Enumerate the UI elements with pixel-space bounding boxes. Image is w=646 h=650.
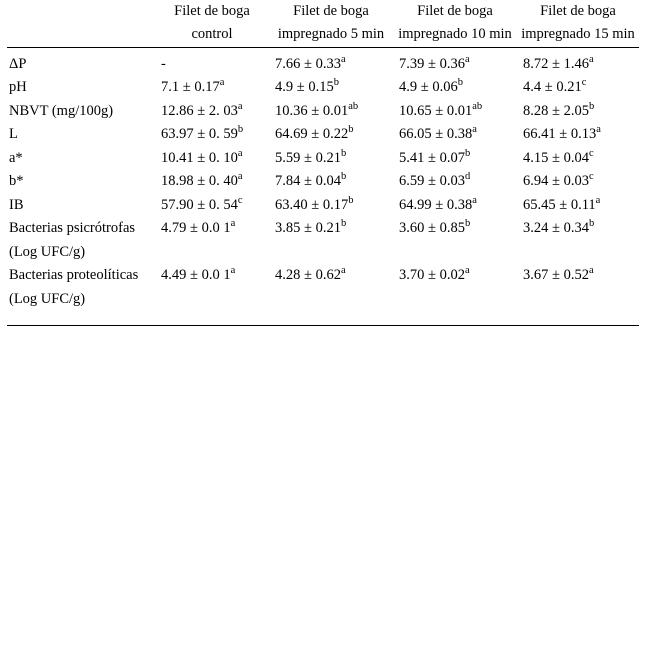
row-label [7,147,155,170]
cell-superscript: a [472,195,477,207]
table-cell [393,147,517,170]
cell-superscript: c [237,195,243,207]
cell-value: 3.24 ± 0.34$^b$ [523,218,595,237]
table-cell [269,76,393,99]
cell-value: 4.9 ± 0.06$^b$ [399,77,463,96]
cell-superscript: a [340,54,346,66]
table-cell [517,264,639,311]
cell-value: 4.4 ± 0.21$^c$ [523,77,587,96]
cell-superscript: a [588,265,594,277]
table-row [7,170,639,193]
header-cell-10min [393,0,517,47]
cell-value: 66.41 ± 0.13$^a$ [523,124,601,143]
cell-superscript: ab [348,101,359,113]
cell-superscript: a [596,124,601,136]
table-row [7,100,639,123]
cell-value: 57.90 ± 0. 54$^c$ [161,195,243,213]
table-cell [517,47,639,76]
row-label-text: ΔP [9,55,27,72]
cell-superscript: b [588,101,595,113]
cell-superscript: a [588,54,594,66]
row-label-text: Bacterias proteolíticas (Log UFC/g) [9,267,139,307]
table-cell [393,194,517,217]
cell-superscript: a [472,124,477,136]
table-cell [155,123,269,146]
cell-superscript: c [588,148,594,160]
cell-value: 63.40 ± 0.17$^b$ [275,195,354,213]
cell-superscript: ab [472,101,483,113]
table-cell [269,147,393,170]
cell-value: 3.70 ± 0.02$^a$ [399,265,470,284]
table-row [7,47,639,76]
table-cell [269,100,393,123]
cell-superscript: a [237,101,243,113]
row-label-text: b* [9,173,24,190]
cell-value: 5.59 ± 0.21$^b$ [275,148,347,166]
cell-value: 3.67 ± 0.52$^a$ [523,265,594,284]
row-label-text: pH [9,79,27,96]
table-cell [393,123,517,146]
cell-superscript: b [340,171,347,183]
table-cell [155,100,269,123]
cell-superscript: a [464,54,470,66]
row-label-text: NBVT (mg/100g) [9,102,114,119]
table-cell [393,76,517,99]
cell-superscript: b [348,124,354,136]
cell-superscript: a [464,265,470,277]
table-cell [517,217,639,264]
cell-superscript: a [595,195,601,207]
cell-superscript: b [348,195,354,207]
cell-superscript: c [581,77,587,89]
row-label-text: IB [9,196,24,213]
table-cell [269,194,393,217]
cell-value: 4.9 ± 0.15$^b$ [275,77,339,96]
cell-superscript: a [340,265,346,277]
cell-value: 7.84 ± 0.04$^b$ [275,171,347,190]
cell-value: 6.94 ± 0.03$^c$ [523,171,594,190]
table-body [7,47,639,311]
row-label [7,217,155,264]
cell-value: 10.41 ± 0. 10$^a$ [161,148,243,166]
header-row [7,0,639,47]
row-label [7,170,155,193]
row-label [7,76,155,99]
table-cell [155,194,269,217]
cell-superscript: b [464,218,471,230]
header-cell-5min [269,0,393,47]
table-cell [517,147,639,170]
cell-value: 10.65 ± 0.01$^{ab}$ [399,101,483,119]
cell-value: 4.28 ± 0.62$^a$ [275,265,346,284]
cell-superscript: b [457,77,463,89]
cell-value: 10.36 ± 0.01$^{ab}$ [275,101,359,119]
table-row [7,264,639,311]
cell-value: 7.66 ± 0.33$^a$ [275,54,346,72]
cell-value: 64.99 ± 0.38$^a$ [399,195,477,213]
table-cell [393,47,517,76]
row-label-text: Bacterias psicrótrofas (Log UFC/g) [9,220,136,260]
header-label-5min: Filet de boga impregnado 5 min [277,3,385,43]
cell-value: 3.85 ± 0.21$^b$ [275,218,347,237]
row-label-text: L [9,126,18,143]
table-cell [269,170,393,193]
cell-value: 12.86 ± 2. 03$^a$ [161,101,243,119]
table-cell [269,47,393,76]
cell-superscript: b [237,124,244,136]
table-cell [393,264,517,311]
cell-superscript: b [340,218,347,230]
cell-value: 5.41 ± 0.07$^b$ [399,148,471,166]
table-cell [517,76,639,99]
header-cell-15min [517,0,639,47]
table-cell [393,170,517,193]
cell-value: 4.49 ± 0.0 1$^a$ [161,265,236,284]
table-cell [517,123,639,146]
row-label [7,47,155,76]
results-table [7,0,639,311]
header-label-15min: Filet de boga impregnado 15 min [521,3,635,43]
table-cell [517,194,639,217]
row-label [7,194,155,217]
table-row [7,147,639,170]
table-cell [155,217,269,264]
cell-value: 6.59 ± 0.03$^d$ [399,171,471,190]
header-label-control: Filet de boga control [174,3,250,43]
table-cell [155,76,269,99]
table-row [7,76,639,99]
table-cell [517,170,639,193]
cell-superscript: c [588,171,594,183]
table-cell [155,147,269,170]
table-cell [155,47,269,76]
cell-value: 8.72 ± 1.46$^a$ [523,54,594,72]
cell-superscript: a [230,218,236,230]
table-cell [155,264,269,311]
table-row [7,217,639,264]
table-cell [393,100,517,123]
table-cell [155,170,269,193]
table-cell [269,264,393,311]
cell-superscript: b [333,77,339,89]
cell-value: 64.69 ± 0.22$^b$ [275,124,354,143]
cell-superscript: a [219,77,225,89]
cell-value: 7.1 ± 0.17$^a$ [161,77,225,96]
cell-value: 8.28 ± 2.05$^b$ [523,101,595,119]
table-cell [393,217,517,264]
cell-superscript: b [588,218,595,230]
row-label [7,264,155,311]
table-row [7,194,639,217]
cell-value: 65.45 ± 0.11$^a$ [523,195,601,213]
cell-value: 7.39 ± 0.36$^a$ [399,54,470,72]
table-cell [517,100,639,123]
table-rule-bottom [7,325,639,326]
table-cell [269,123,393,146]
cell-superscript: b [464,148,471,160]
cell-superscript: d [464,171,471,183]
row-label [7,100,155,123]
cell-superscript: b [340,148,347,160]
header-cell-control [155,0,269,47]
table-header [7,0,639,47]
cell-value: 3.60 ± 0.85$^b$ [399,218,471,237]
header-label-10min: Filet de boga impregnado 10 min [398,3,512,43]
row-label-text: a* [9,149,23,166]
row-label [7,123,155,146]
cell-value: 18.98 ± 0. 40$^a$ [161,171,243,190]
cell-value: - [161,55,166,72]
cell-value: 4.15 ± 0.04$^c$ [523,148,594,166]
cell-value: 66.05 ± 0.38$^a$ [399,124,477,143]
cell-superscript: a [237,148,243,160]
header-cell-corner [7,0,155,47]
cell-superscript: a [230,265,236,277]
table-cell [269,217,393,264]
table-row [7,123,639,146]
cell-value: 4.79 ± 0.0 1$^a$ [161,218,236,237]
cell-superscript: a [237,171,243,183]
cell-value: 63.97 ± 0. 59$^b$ [161,124,244,143]
